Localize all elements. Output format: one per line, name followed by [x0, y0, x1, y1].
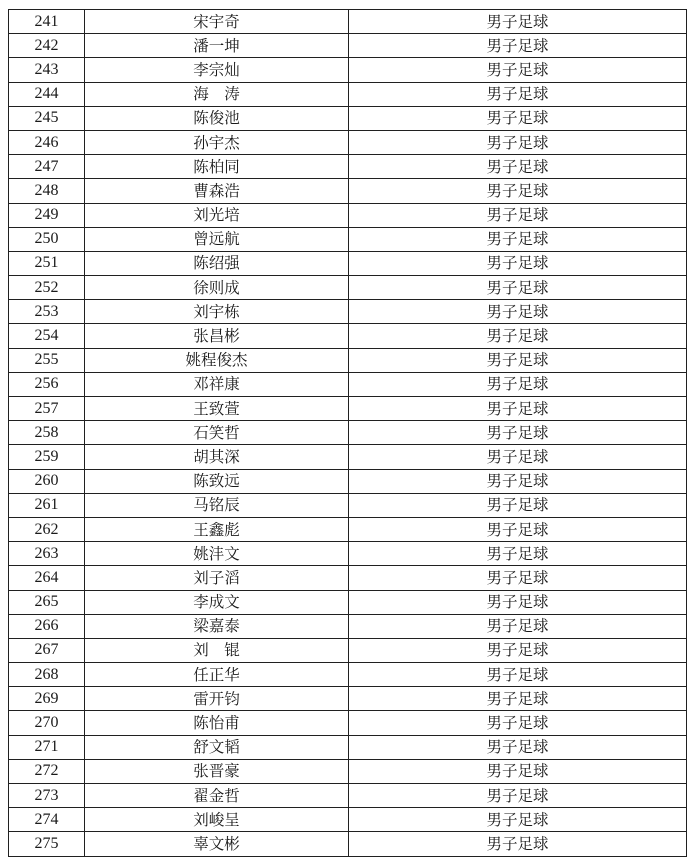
row-number-cell: 270 [9, 711, 85, 735]
table-row [9, 614, 687, 638]
event-cell: 男子足球 [349, 203, 687, 227]
table-row [9, 300, 687, 324]
athlete-name-cell: 刘光培 [85, 203, 349, 227]
row-number-cell: 259 [9, 445, 85, 469]
athlete-name-cell: 石笑哲 [85, 421, 349, 445]
table-row [9, 493, 687, 517]
athlete-name-cell: 曹森浩 [85, 179, 349, 203]
event-cell: 男子足球 [349, 808, 687, 832]
event-cell: 男子足球 [349, 397, 687, 421]
table-row [9, 421, 687, 445]
table-row [9, 469, 687, 493]
athlete-name-cell: 徐则成 [85, 276, 349, 300]
row-number-cell: 271 [9, 735, 85, 759]
athlete-name-cell: 王致萱 [85, 397, 349, 421]
table-row [9, 58, 687, 82]
row-number-cell: 247 [9, 155, 85, 179]
row-number-cell: 241 [9, 10, 85, 34]
table-row [9, 663, 687, 687]
athlete-name-cell: 梁嘉泰 [85, 614, 349, 638]
athlete-name-cell: 李成文 [85, 590, 349, 614]
row-number-cell: 265 [9, 590, 85, 614]
table-row [9, 808, 687, 832]
roster-table [8, 9, 687, 857]
table-row [9, 10, 687, 34]
athlete-name-cell: 王鑫彪 [85, 517, 349, 541]
row-number-cell: 257 [9, 397, 85, 421]
event-cell: 男子足球 [349, 638, 687, 662]
row-number-cell: 242 [9, 34, 85, 58]
row-number-cell: 264 [9, 566, 85, 590]
table-row [9, 542, 687, 566]
event-cell: 男子足球 [349, 372, 687, 396]
event-cell: 男子足球 [349, 276, 687, 300]
event-cell: 男子足球 [349, 58, 687, 82]
athlete-name-cell: 曾远航 [85, 227, 349, 251]
event-cell: 男子足球 [349, 155, 687, 179]
event-cell: 男子足球 [349, 566, 687, 590]
athlete-name-cell: 胡其深 [85, 445, 349, 469]
event-cell: 男子足球 [349, 687, 687, 711]
athlete-name-cell: 刘峻呈 [85, 808, 349, 832]
athlete-name-cell: 陈致远 [85, 469, 349, 493]
event-cell: 男子足球 [349, 324, 687, 348]
athlete-name-cell: 姚程俊杰 [85, 348, 349, 372]
event-cell: 男子足球 [349, 759, 687, 783]
athlete-name-cell: 马铭辰 [85, 493, 349, 517]
event-cell: 男子足球 [349, 348, 687, 372]
athlete-name-cell: 陈柏同 [85, 155, 349, 179]
athlete-name-cell: 翟金哲 [85, 784, 349, 808]
event-cell: 男子足球 [349, 735, 687, 759]
table-row [9, 397, 687, 421]
event-cell: 男子足球 [349, 445, 687, 469]
row-number-cell: 261 [9, 493, 85, 517]
event-cell: 男子足球 [349, 614, 687, 638]
row-number-cell: 256 [9, 372, 85, 396]
event-cell: 男子足球 [349, 300, 687, 324]
row-number-cell: 243 [9, 58, 85, 82]
row-number-cell: 268 [9, 663, 85, 687]
table-row [9, 517, 687, 541]
event-cell: 男子足球 [349, 832, 687, 856]
row-number-cell: 251 [9, 251, 85, 275]
row-number-cell: 263 [9, 542, 85, 566]
roster-table-body [9, 10, 687, 857]
table-row [9, 711, 687, 735]
table-row [9, 276, 687, 300]
athlete-name-cell: 任正华 [85, 663, 349, 687]
athlete-name-cell: 海 涛 [85, 82, 349, 106]
event-cell: 男子足球 [349, 34, 687, 58]
event-cell: 男子足球 [349, 251, 687, 275]
row-number-cell: 272 [9, 759, 85, 783]
table-row [9, 687, 687, 711]
table-row [9, 348, 687, 372]
row-number-cell: 250 [9, 227, 85, 251]
row-number-cell: 273 [9, 784, 85, 808]
row-number-cell: 246 [9, 130, 85, 154]
row-number-cell: 249 [9, 203, 85, 227]
table-row [9, 445, 687, 469]
row-number-cell: 244 [9, 82, 85, 106]
row-number-cell: 245 [9, 106, 85, 130]
table-row [9, 590, 687, 614]
event-cell: 男子足球 [349, 130, 687, 154]
athlete-name-cell: 刘子滔 [85, 566, 349, 590]
athlete-name-cell: 陈怡甫 [85, 711, 349, 735]
event-cell: 男子足球 [349, 517, 687, 541]
row-number-cell: 274 [9, 808, 85, 832]
row-number-cell: 267 [9, 638, 85, 662]
row-number-cell: 252 [9, 276, 85, 300]
athlete-name-cell: 雷开钧 [85, 687, 349, 711]
table-row [9, 130, 687, 154]
event-cell: 男子足球 [349, 784, 687, 808]
row-number-cell: 258 [9, 421, 85, 445]
event-cell: 男子足球 [349, 106, 687, 130]
table-row [9, 784, 687, 808]
athlete-name-cell: 潘一坤 [85, 34, 349, 58]
row-number-cell: 260 [9, 469, 85, 493]
event-cell: 男子足球 [349, 711, 687, 735]
table-row [9, 324, 687, 348]
athlete-name-cell: 舒文韬 [85, 735, 349, 759]
event-cell: 男子足球 [349, 421, 687, 445]
event-cell: 男子足球 [349, 227, 687, 251]
table-row [9, 34, 687, 58]
athlete-name-cell: 孙宇杰 [85, 130, 349, 154]
table-row [9, 251, 687, 275]
row-number-cell: 266 [9, 614, 85, 638]
event-cell: 男子足球 [349, 663, 687, 687]
table-row [9, 106, 687, 130]
athlete-name-cell: 陈俊池 [85, 106, 349, 130]
table-row [9, 566, 687, 590]
row-number-cell: 262 [9, 517, 85, 541]
row-number-cell: 254 [9, 324, 85, 348]
row-number-cell: 275 [9, 832, 85, 856]
table-row [9, 372, 687, 396]
athlete-name-cell: 陈绍强 [85, 251, 349, 275]
table-row [9, 155, 687, 179]
table-row [9, 832, 687, 856]
event-cell: 男子足球 [349, 542, 687, 566]
table-row [9, 227, 687, 251]
row-number-cell: 248 [9, 179, 85, 203]
table-row [9, 179, 687, 203]
event-cell: 男子足球 [349, 493, 687, 517]
event-cell: 男子足球 [349, 10, 687, 34]
athlete-name-cell: 辜文彬 [85, 832, 349, 856]
athlete-name-cell: 张昌彬 [85, 324, 349, 348]
table-row [9, 759, 687, 783]
athlete-name-cell: 邓祥康 [85, 372, 349, 396]
athlete-name-cell: 李宗灿 [85, 58, 349, 82]
event-cell: 男子足球 [349, 179, 687, 203]
athlete-name-cell: 张晋豪 [85, 759, 349, 783]
table-row [9, 203, 687, 227]
event-cell: 男子足球 [349, 590, 687, 614]
athlete-name-cell: 姚沣文 [85, 542, 349, 566]
row-number-cell: 255 [9, 348, 85, 372]
row-number-cell: 269 [9, 687, 85, 711]
athlete-name-cell: 宋宇奇 [85, 10, 349, 34]
row-number-cell: 253 [9, 300, 85, 324]
athlete-name-cell: 刘 锟 [85, 638, 349, 662]
athlete-name-cell: 刘宇栋 [85, 300, 349, 324]
table-row [9, 82, 687, 106]
event-cell: 男子足球 [349, 82, 687, 106]
table-row [9, 638, 687, 662]
event-cell: 男子足球 [349, 469, 687, 493]
table-row [9, 735, 687, 759]
